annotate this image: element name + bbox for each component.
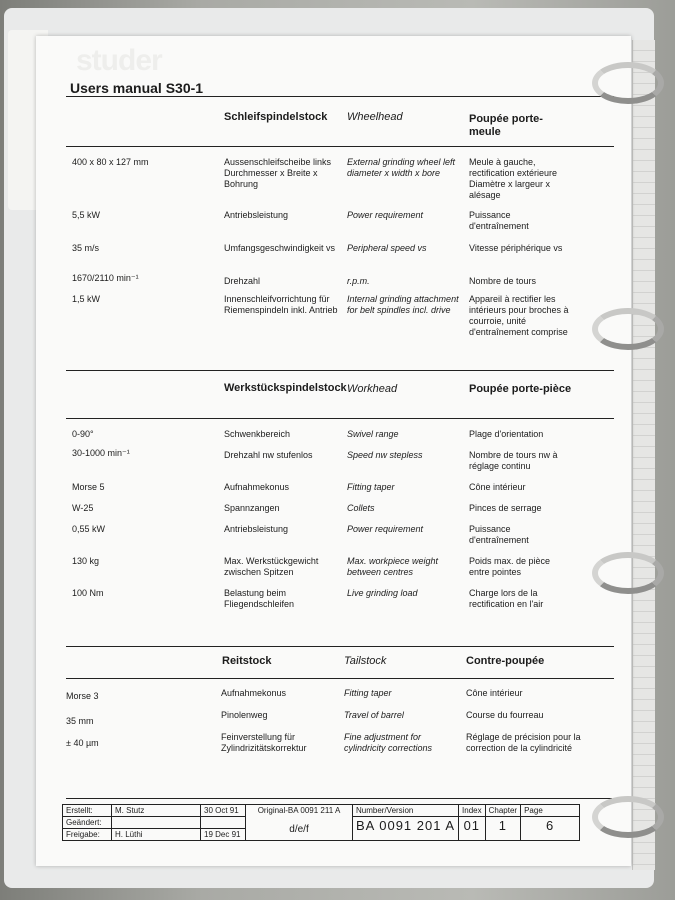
section-heading-de: Schleifspindelstock (224, 111, 328, 123)
section-heading-fr: Poupée porte-pièce (469, 383, 572, 395)
spec-de: Drehzahl (224, 276, 261, 286)
document-footer (62, 804, 580, 841)
index-value: 01 (459, 817, 486, 841)
spec-de: Aufnahmekonus (221, 688, 287, 698)
approved-date: 19 Dec 91 (204, 830, 241, 839)
original-ref: Original-BA 0091 211 A (257, 806, 341, 815)
spec-en: Collets (347, 503, 375, 513)
spec-de: Antriebsleistung (224, 210, 289, 220)
divider (66, 370, 614, 371)
spec-fr: Appareil à rectifier les intérieurs pour broches à courroie, unité d'entraînement comprise (469, 294, 569, 337)
spec-fr: Course du fourreau (466, 710, 544, 720)
spec-value: 35 m/s (72, 243, 100, 253)
section-heading-en: Workhead (347, 383, 398, 395)
binder-ring (592, 62, 664, 104)
spec-value: 5,5 kW (72, 210, 101, 220)
footer-label: Page (524, 806, 543, 815)
spec-en: Power requirement (347, 524, 424, 534)
approver: H. Lüthi (115, 830, 143, 839)
divider (66, 418, 614, 419)
section-heading-en: Wheelhead (347, 111, 403, 123)
spec-de: Innenschleifvorrichtung für Riemenspindeln inkl. Antrieb (224, 294, 338, 315)
chapter-value: 1 (485, 817, 520, 841)
spec-value: 30-1000 min⁻¹ (72, 448, 130, 458)
spec-en: Travel of barrel (344, 710, 404, 720)
spec-value: 100 Nm (72, 588, 104, 598)
spec-en: Fitting taper (347, 482, 395, 492)
spec-de: Schwenkbereich (224, 429, 291, 439)
watermark-logo: studer (76, 44, 162, 77)
spec-en: Internal grinding attachment for belt spindles incl. drive (347, 294, 459, 315)
page-number: 6 (521, 817, 580, 841)
spec-value: 35 mm (66, 716, 94, 726)
divider (66, 96, 614, 97)
created-date: 30 Oct 91 (204, 806, 239, 815)
spec-fr: Poids max. de pièce entre pointes (469, 556, 551, 577)
section-heading-de: Reitstock (222, 655, 272, 667)
spec-de: Drehzahl nw stufenlos (224, 450, 313, 460)
section-heading-fr: Contre-poupée (466, 655, 545, 667)
spec-fr: Nombre de tours nw à réglage continu (469, 450, 558, 471)
divider (66, 798, 612, 799)
author: M. Stutz (115, 806, 145, 815)
spec-en: External grinding wheel left diameter x width x bore (347, 157, 456, 178)
spec-de: Aufnahmekonus (224, 482, 290, 492)
spec-fr: Cône intérieur (469, 482, 526, 492)
spec-value: Morse 3 (66, 691, 99, 701)
spec-value: Morse 5 (72, 482, 105, 492)
spec-fr: Pinces de serrage (469, 503, 542, 513)
spec-value: 130 kg (72, 556, 100, 566)
spec-de: Max. Werkstückgewicht zwischen Spitzen (224, 556, 319, 577)
footer-label: Geändert: (66, 818, 102, 827)
spec-fr: Puissance d'entraînement (469, 524, 529, 545)
divider (66, 678, 614, 679)
spec-fr: Cône intérieur (466, 688, 523, 698)
spec-fr: Meule à gauche, rectification extérieure Diamètre x largeur x alésage (469, 157, 558, 200)
spec-de: Feinverstellung für Zylindrizitätskorrektur (221, 732, 307, 753)
spec-en: Swivel range (347, 429, 399, 439)
manual-page (36, 36, 631, 866)
section-heading-fr: Poupée porte-meule (469, 113, 543, 138)
binder-ring (592, 308, 664, 350)
spec-value: 0-90° (72, 429, 94, 439)
spec-value: W-25 (72, 503, 94, 513)
spec-en: Power requirement (347, 210, 424, 220)
spec-value: 400 x 80 x 127 mm (72, 157, 149, 167)
spec-de: Pinolenweg (221, 710, 268, 720)
binder-spine (632, 40, 655, 870)
spec-de: Aussenschleifscheibe links Durchmesser x Breite x Bohrung (224, 157, 332, 189)
spec-fr: Plage d'orientation (469, 429, 544, 439)
spec-fr: Vitesse périphérique vs (469, 243, 563, 253)
divider (66, 646, 614, 647)
spec-en: Fine adjustment for cylindricity corrections (344, 732, 433, 753)
spec-fr: Nombre de tours (469, 276, 537, 286)
footer-label: Index (462, 806, 482, 815)
spec-de: Antriebsleistung (224, 524, 289, 534)
spec-en: Live grinding load (347, 588, 418, 598)
spec-de: Umfangsgeschwindigkeit vs (224, 243, 336, 253)
spec-en: r.p.m. (347, 276, 370, 286)
spec-fr: Puissance d'entraînement (469, 210, 529, 231)
spec-fr: Charge lors de la rectification en l'air (469, 588, 544, 609)
footer-label: Chapter (488, 806, 518, 815)
spec-de: Belastung beim Fliegendschleifen (224, 588, 295, 609)
spec-en: Peripheral speed vs (347, 243, 427, 253)
spec-de: Spannzangen (224, 503, 280, 513)
spec-en: Max. workpiece weight between centres (347, 556, 439, 577)
section-heading-de: Werkstückspindelstock (224, 382, 347, 394)
binder-ring (592, 796, 664, 838)
document-number: BA 0091 201 A (353, 817, 459, 841)
languages: d/e/f (289, 824, 309, 835)
spec-value: 1670/2110 min⁻¹ (72, 273, 139, 283)
footer-label: Freigabe: (66, 830, 100, 839)
spec-value: 0,55 kW (72, 524, 106, 534)
page-title: Users manual S30-1 (70, 80, 204, 96)
divider (66, 146, 614, 147)
spec-en: Speed nw stepless (347, 450, 423, 460)
section-heading-en: Tailstock (344, 655, 387, 667)
spec-en: Fitting taper (344, 688, 392, 698)
footer-label: Number/Version (356, 806, 414, 815)
spec-value: 1,5 kW (72, 294, 101, 304)
binder-ring (592, 552, 664, 594)
footer-label: Erstellt: (66, 806, 93, 815)
spec-fr: Réglage de précision pour la correction de la cylindricité (466, 732, 581, 753)
spec-value: ± 40 µm (66, 738, 99, 748)
